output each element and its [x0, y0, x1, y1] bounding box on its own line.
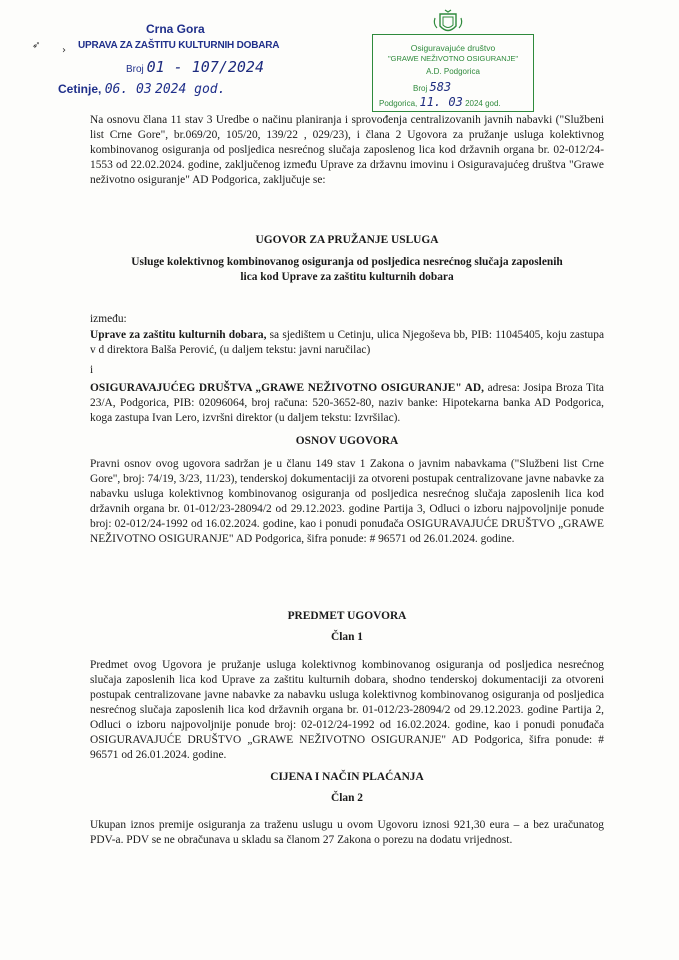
grawe-stamp-date	[379, 95, 501, 109]
stamp-date-value: 06. 03	[104, 82, 152, 97]
stamp-country: Crna Gora	[146, 22, 205, 36]
grawe-stamp-line3: A.D. Podgorica	[426, 67, 480, 76]
article-2-heading: Član 2	[331, 792, 363, 804]
party-2-paragraph	[90, 381, 604, 426]
grawe-date-value: 11. 03	[419, 95, 463, 109]
grawe-stamp-number	[413, 80, 451, 94]
grawe-stamp-line2: "GRAWE NEŽIVOTNO OSIGURANJE"	[387, 54, 519, 63]
party-1-paragraph	[90, 328, 604, 358]
stamp-number-value: 01 - 107/2024	[146, 58, 264, 76]
grawe-stamp-line1: Osiguravajuće društvo	[410, 43, 496, 53]
article-1-heading: Član 1	[331, 631, 363, 643]
registry-stamp-uprava	[58, 22, 283, 112]
grawe-place-label: Podgorica,	[379, 99, 418, 108]
stamp-place-label: Cetinje,	[58, 82, 102, 96]
contract-title: UGOVOR ZA PRUŽANJE USLUGA	[255, 234, 439, 246]
stamp-year: 2024 god.	[155, 82, 226, 97]
intro-paragraph: Na osnovu člana 11 stav 3 Uredbe o načinu planiranja i sprovođenja centralizovanih javnih nabavki ("Službeni list Crne Gore", br.069/20, 105/20, 139/22 , 029/23), i člana 2 Ugovora za pružanje usluga kolektivnog kombinovanog osiguranja od posljedica nesrećnog slučaja zaposlenog lica kod državnih organa br. 02-012/24-1553 od 22.02.2024. godine, zaključenog između Uprave za državnu imovinu i Osiguravajućeg društva "Grawe neživotno osiguranje" AD Podgorica, zaključuje se:	[90, 114, 604, 186]
grawe-number-value: 583	[429, 80, 452, 94]
stamp-number-line	[126, 58, 264, 76]
grawe-year: 2024 god.	[465, 99, 501, 108]
and-label: i	[90, 364, 94, 376]
contract-subtitle: Usluge kolektivnog kombinovanog osiguranja od posljedica nesrećnog slučaja zaposlenih lica kod Uprave za zaštitu kulturnih dobara	[131, 256, 563, 283]
stamp-institution: UPRAVA ZA ZAŠTITU KULTURNIH DOBARA	[78, 40, 280, 51]
grawe-number-label: Broj	[413, 84, 428, 93]
party-2-details: adresa: Josipa Broza Tita 23/A, Podgorica, PIB: 02096064, broj računa: 520-3652-80, naziv banke: Hipotekarna banka AD Podgorica, koga zastupa Ivan Lero, izvršni direktor (u daljem tekstu: Izvršilac).	[90, 382, 604, 424]
margin-mark: ›	[62, 45, 66, 56]
stamp-number-label: Broj	[126, 64, 144, 75]
registry-stamp-grawe	[372, 34, 534, 112]
party-2-name: OSIGURAVAJUĆEG DRUŠTVA „GRAWE NEŽIVOTNO OSIGURANJE" AD,	[90, 382, 484, 394]
section-basis-text: Pravni osnov ovog ugovora sadržan je u članu 149 stav 1 Zakona o javnim nabavkama ("Službeni list Crne Gore", broj: 74/19, 3/23, 11/23), tenderskoj dokumentaciji za otvoreni postupak centralizovane javne nabavke za nabavku usluga kolektivnog kombinovanog osiguranja od posljedica nesrećnog slučaja zaposlenih lica kod državnih organa br. 01-012/23-28094/2 od 29.12.2023. godine Partija 3, Odluci o izboru najpovoljnije ponude broj: 02-012/24-1992 od 16.02.2024. godine, kao i ponudi ponuđača OSIGURAVAJUĆE DRUŠTVO „GRAWE NEŽIVOTNO OSIGURANJE" AD Podgorica, šifra ponude: # 96571 od 26.01.2024. godine.	[90, 458, 604, 545]
article-2-text: Ukupan iznos premije osiguranja za traženu uslugu u ovom Ugovoru iznosi 921,30 eura – a bez uračunatog PDV-a. PDV se ne obračunava u skladu sa članom 27 Zakona o porezu na dodatu vrijednost.	[90, 819, 604, 846]
stamp-date-line	[58, 82, 225, 97]
section-basis-title: OSNOV UGOVORA	[295, 435, 399, 447]
between-label: između:	[90, 313, 127, 325]
article-1-text: Predmet ovog Ugovora je pružanje usluga kolektivnog kombinovanog osiguranja od posljedica nesrećnog slučaja zaposlenih lica kod Uprave za zaštitu kulturnih dobara, shodno tenderskoj dokumentaciji za otvoreni postupak centralizovane javne nabavke za nabavku usluga kolektivnog kombinovanog osiguranja od posljedica nesrećnog slučaja zaposlenih lica kod državnih organa br. 01-012/23-28094/2 od 29.12.2023. godine Partija 2, Odluci o izboru najpovoljnije ponude broj: 02-012/24-1992 od 16.02.2024. godine, kao i ponudi ponuđača OSIGURAVAJUĆE DRUŠTVO „GRAWE NEŽIVOTNO OSIGURANJE" AD Podgorica, šifra ponude: # 96571 od 26.01.2024. godine.	[90, 659, 604, 761]
section-price-title: CIJENA I NAČIN PLAĆANJA	[270, 771, 424, 783]
party-1-details: sa sjedištem u Cetinju, ulica Njegoševa bb, PIB: 11045405, koju zastupa v d direktora Balša Perović, (u daljem tekstu: javni naručilac)	[90, 329, 604, 356]
margin-mark: ➶	[32, 40, 41, 51]
section-subject-title: PREDMET UGOVORA	[287, 610, 407, 622]
party-1-name: Uprave za zaštitu kulturnih dobara,	[90, 329, 267, 341]
